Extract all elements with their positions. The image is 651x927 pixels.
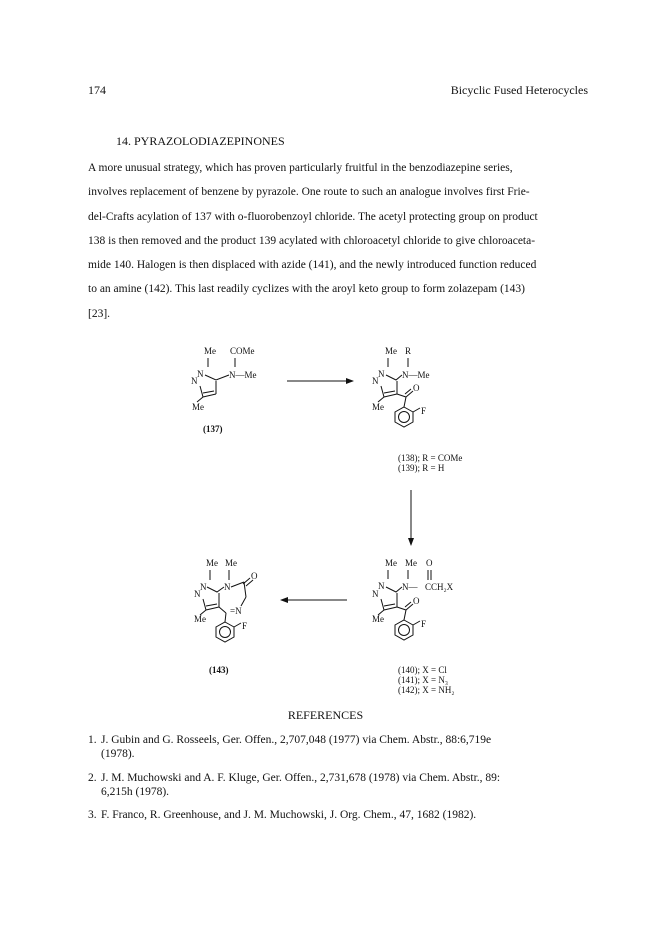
compound-label-139: (139); R = H <box>398 463 445 473</box>
structure-137 <box>191 346 257 412</box>
reference-text: (1978). <box>101 748 135 760</box>
atom-label: COMe <box>230 346 255 356</box>
compound-label-137: (137) <box>203 424 223 434</box>
atom-label: N <box>224 582 231 592</box>
reference-text: J. Gubin and G. Rosseels, Ger. Offen., 2,707,048 (1977) via Chem. Abstr., 88:6,719e <box>101 734 492 746</box>
section-title: 14. PYRAZOLODIAZEPINONES <box>116 134 285 148</box>
page-number: 174 <box>88 83 106 97</box>
atom-label: O <box>251 571 258 581</box>
atom-label: CCH₂X <box>425 582 454 592</box>
body-line: mide 140. Halogen is then displaced with azide (141), and the newly introduced function reduced <box>88 259 537 272</box>
atom-label: N <box>372 376 379 386</box>
references-title: REFERENCES <box>287 708 364 722</box>
atom-label: Me <box>206 558 218 568</box>
atom-label: O <box>426 558 433 568</box>
atom-label: Me <box>192 402 204 412</box>
atom-label: R <box>405 346 412 356</box>
atom-label: F <box>421 619 427 629</box>
reference-text: F. Franco, R. Greenhouse, and J. M. Muchowski, J. Org. Chem., 47, 1682 (1982). <box>101 809 477 821</box>
body-line: A more unusual strategy, which has proven particularly fruitful in the benzodiazepine series, <box>88 162 513 174</box>
atom-label: Me <box>385 346 397 356</box>
atom-label: N <box>200 582 207 592</box>
atom-label: N—Me <box>402 370 430 380</box>
atom-label: Me <box>385 558 397 568</box>
reference-text: J. M. Muchowski and A. F. Kluge, Ger. Offen., 2,731,678 (1978) via Chem. Abstr., 89: <box>101 772 501 784</box>
atom-label: O <box>413 596 420 606</box>
body-line: [23]. <box>88 307 111 320</box>
atom-label: O <box>413 383 420 393</box>
compound-label-138: (138); R = COMe <box>398 453 463 463</box>
structure-138-139 <box>372 346 430 427</box>
atom-label: Me <box>372 614 384 624</box>
running-head: Bicyclic Fused Heterocycles <box>450 83 588 97</box>
structure-143 <box>194 558 258 642</box>
atom-label: N— <box>402 582 418 592</box>
compound-label-142: (142); X = NH₂ <box>398 685 455 695</box>
compound-label-141: (141); X = N₃ <box>398 675 448 685</box>
compound-label-143: (143) <box>209 665 229 675</box>
reference-text: 6,215h (1978). <box>101 786 170 798</box>
atom-label: F <box>242 621 248 631</box>
atom-label: Me <box>204 346 216 356</box>
atom-label: N—Me <box>229 370 257 380</box>
atom-label: Me <box>194 614 206 624</box>
atom-label: N <box>378 581 385 591</box>
structure-140-142 <box>372 558 454 640</box>
reference-number: 3. <box>88 809 97 821</box>
atom-label: N <box>191 376 198 386</box>
body-line: del-Crafts acylation of 137 with o-fluorobenzoyl chloride. The acetyl protecting group on product <box>88 210 538 223</box>
atom-label: =N <box>230 606 242 616</box>
atom-label: F <box>421 406 427 416</box>
atom-label: N <box>372 589 379 599</box>
compound-label-140: (140); X = Cl <box>398 665 447 675</box>
reference-number: 2. <box>88 772 97 784</box>
atom-label: N <box>194 589 201 599</box>
body-line: involves replacement of benzene by pyrazole. One route to such an analogue involves first Frie- <box>88 186 530 199</box>
body-line: 138 is then removed and the product 139 acylated with chloroacetyl chloride to give chloroaceta- <box>88 234 536 247</box>
atom-label: Me <box>225 558 237 568</box>
atom-label: Me <box>372 402 384 412</box>
body-line: to an amine (142). This last readily cyclizes with the aroyl keto group to form zolazepam (143) <box>88 283 525 296</box>
atom-label: N <box>378 369 385 379</box>
atom-label: N <box>197 369 204 379</box>
reference-number: 1. <box>88 734 97 746</box>
atom-label: Me <box>405 558 417 568</box>
